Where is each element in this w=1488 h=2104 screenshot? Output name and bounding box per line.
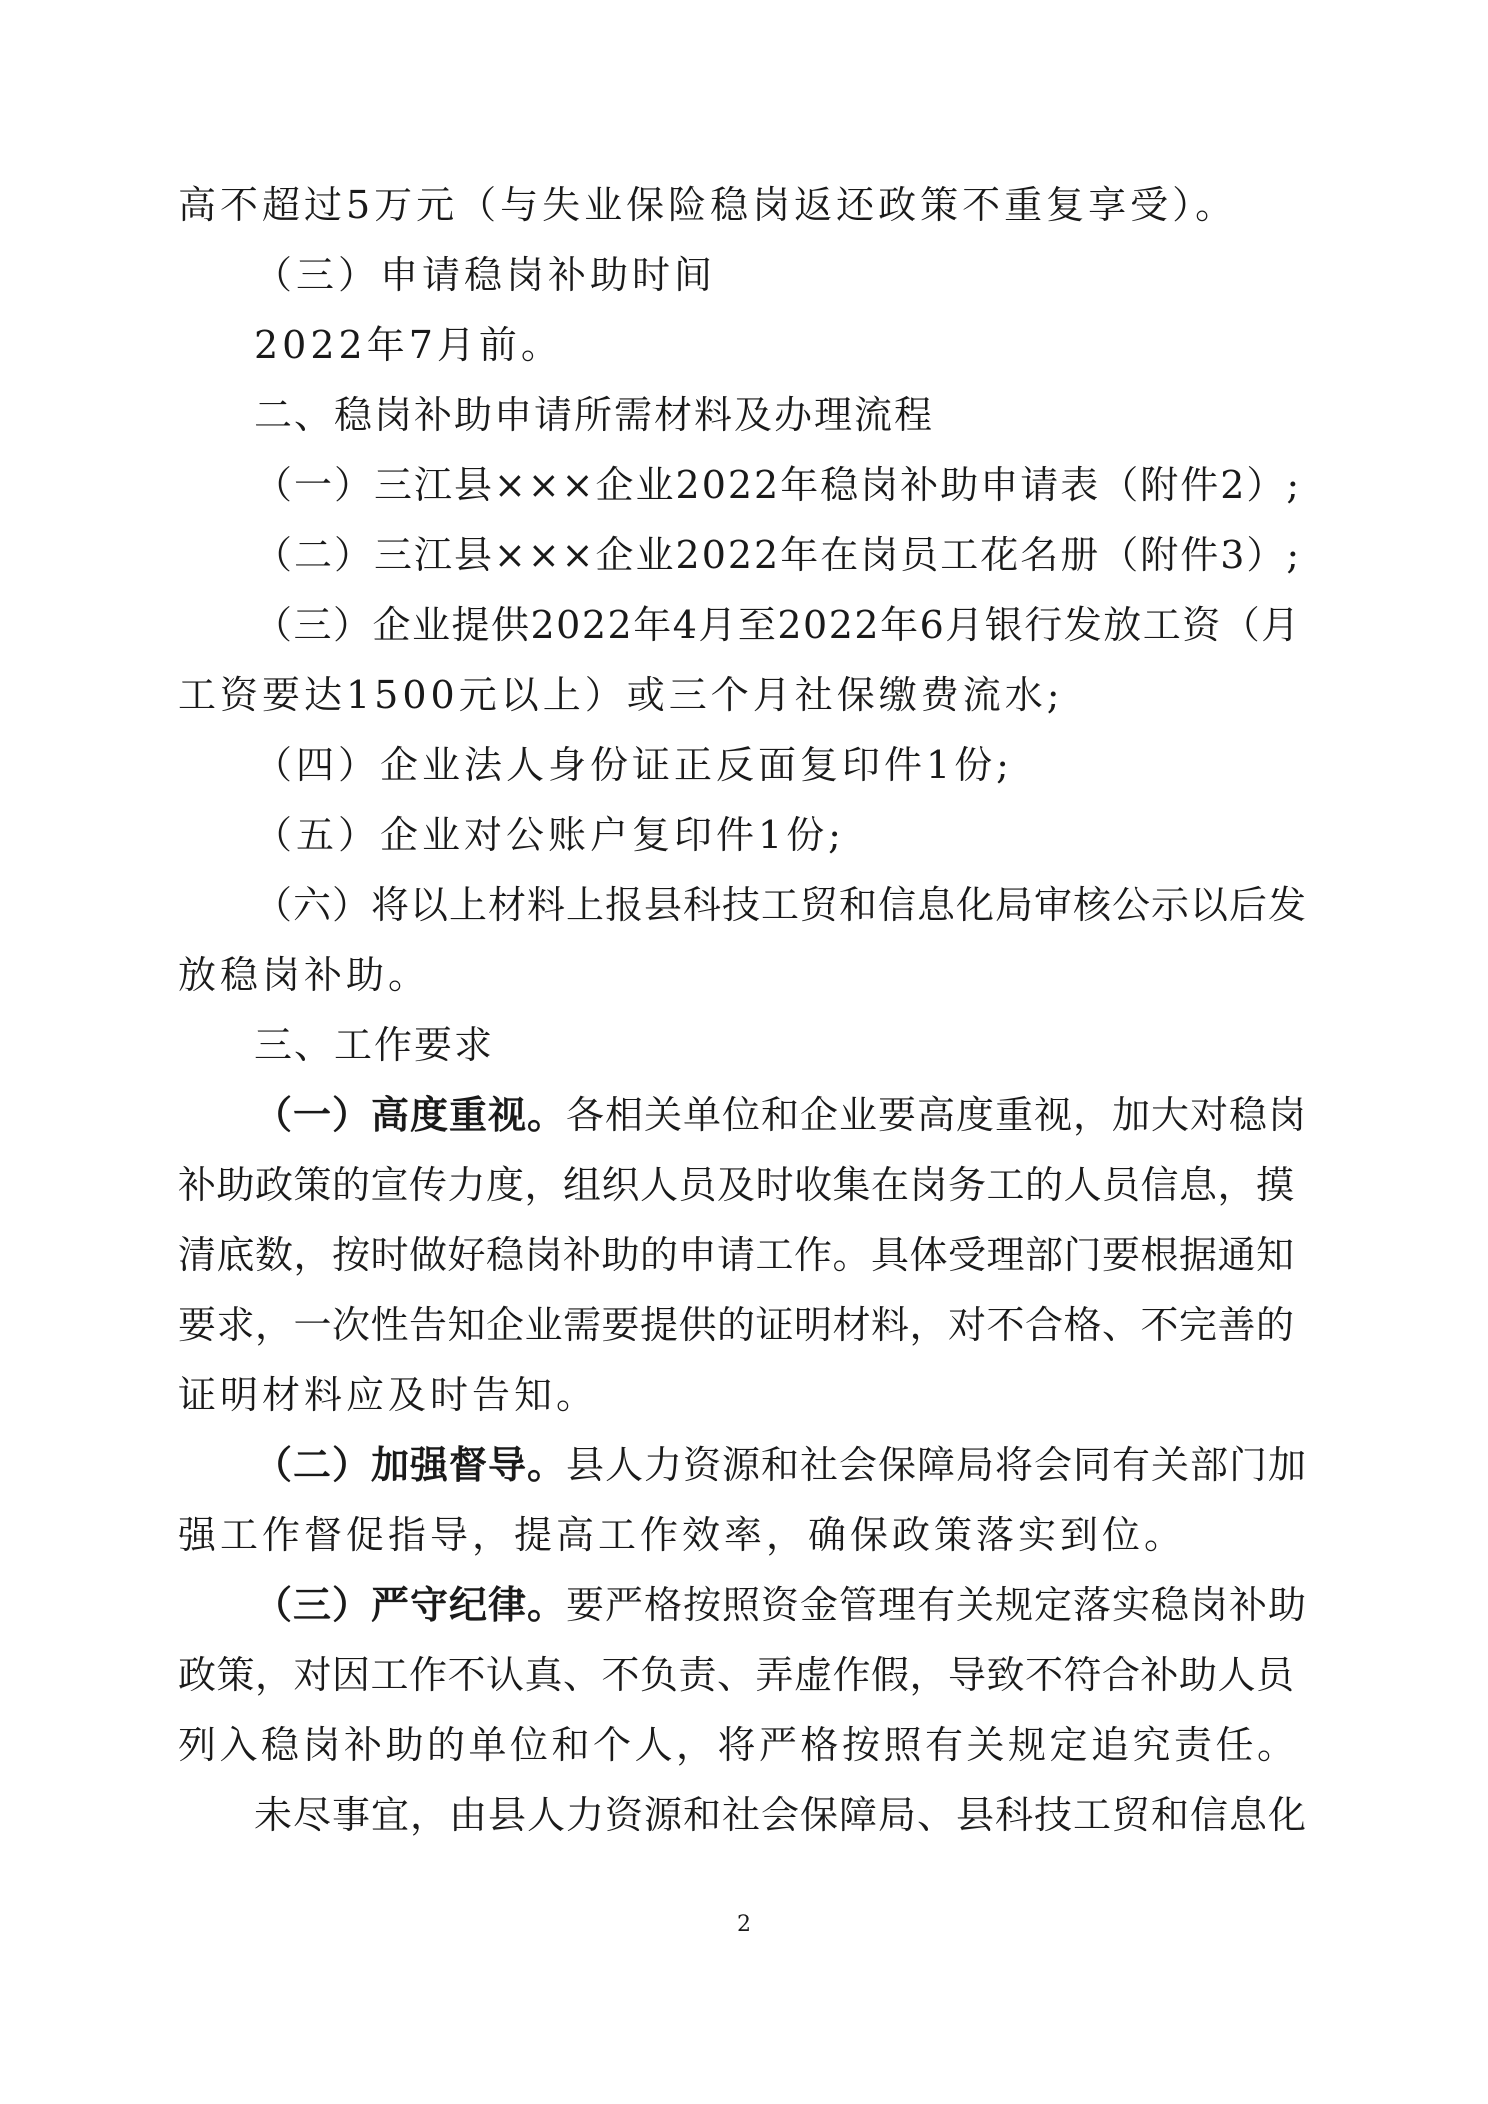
document-body bbox=[178, 170, 1308, 1850]
body-line-1: 高不超过5万元（与失业保险稳岗返还政策不重复享受）。 bbox=[178, 183, 1238, 227]
subsection-title-application-time: （三）申请稳岗补助时间 bbox=[254, 253, 717, 297]
page-number: 2 bbox=[737, 1912, 751, 1937]
list-item-3-cont: 工资要达1500元以上）或三个月社保缴费流水; bbox=[178, 673, 1064, 717]
requirement-1-line-5: 证明材料应及时告知。 bbox=[178, 1373, 599, 1417]
body-line-deadline: 2022年7月前。 bbox=[254, 323, 563, 367]
requirement-2-title: （二）加强督导。 bbox=[254, 1442, 567, 1487]
list-item-2: （二）三江县×××企业2022年在岗员工花名册（附件3）; bbox=[254, 533, 1302, 577]
requirement-3-line-3: 列入稳岗补助的单位和个人，将严格按照有关规定追究责任。 bbox=[178, 1723, 1299, 1767]
requirement-1-line-3: 清底数，按时做好稳岗补助的申请工作。具体受理部门要根据通知 bbox=[178, 1233, 1295, 1277]
list-item-5: （五）企业对公账户复印件1份; bbox=[254, 813, 845, 857]
requirement-2-text: 县人力资源和社会保障局将会同有关部门加 bbox=[566, 1443, 1308, 1487]
list-item-6: （六）将以上材料上报县科技工贸和信息化局审核公示以后发 bbox=[254, 883, 1308, 927]
list-item-6-cont: 放稳岗补助。 bbox=[178, 953, 431, 997]
section-heading-requirements: 三、工作要求 bbox=[254, 1023, 495, 1067]
list-item-3: （三）企业提供2022年4月至2022年6月银行发放工资（月 bbox=[254, 603, 1301, 647]
requirement-1-text: 各相关单位和企业要高度重视，加大对稳岗 bbox=[566, 1093, 1308, 1137]
requirement-2-line-2: 强工作督促指导，提高工作效率，确保政策落实到位。 bbox=[178, 1513, 1187, 1557]
requirement-3 bbox=[178, 1570, 1308, 1640]
requirement-1-line-4: 要求，一次性告知企业需要提供的证明材料，对不合格、不完善的 bbox=[178, 1303, 1295, 1347]
requirement-3-text: 要严格按照资金管理有关规定落实稳岗补助 bbox=[566, 1583, 1308, 1627]
list-item-1: （一）三江县×××企业2022年稳岗补助申请表（附件2）; bbox=[254, 463, 1302, 507]
closing-line: 未尽事宜，由县人力资源和社会保障局、县科技工贸和信息化 bbox=[254, 1793, 1308, 1837]
requirement-1 bbox=[178, 1080, 1308, 1150]
section-heading-materials: 二、稳岗补助申请所需材料及办理流程 bbox=[254, 393, 935, 437]
requirement-3-line-2: 政策，对因工作不认真、不负责、弄虚作假，导致不符合补助人员 bbox=[178, 1653, 1295, 1697]
requirement-1-line-2: 补助政策的宣传力度，组织人员及时收集在岗务工的人员信息，摸 bbox=[178, 1163, 1295, 1207]
requirement-3-title: （三）严守纪律。 bbox=[254, 1582, 567, 1627]
list-item-4: （四）企业法人身份证正反面复印件1份; bbox=[254, 743, 1013, 787]
requirement-1-title: （一）高度重视。 bbox=[254, 1092, 567, 1137]
requirement-2 bbox=[178, 1430, 1308, 1500]
